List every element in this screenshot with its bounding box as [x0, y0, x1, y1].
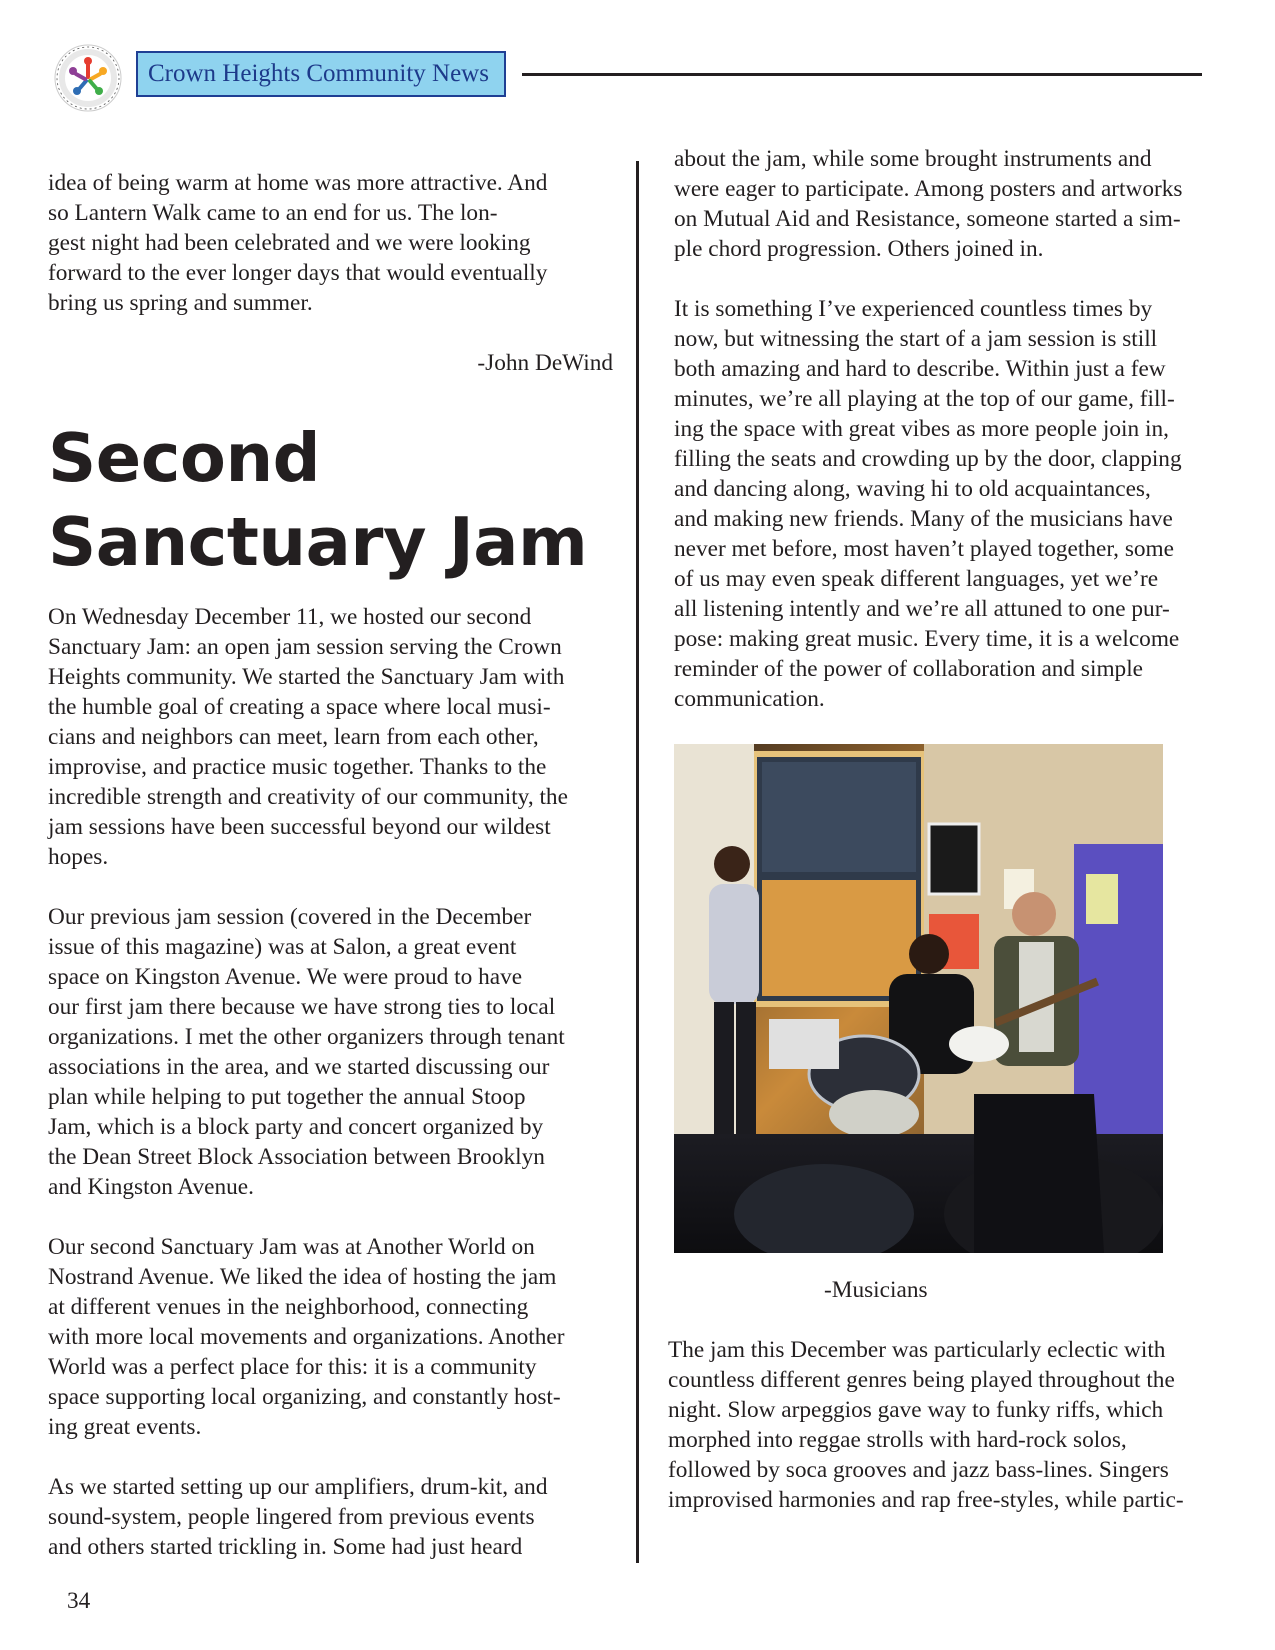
- article-paragraph: On Wednesday December 11, we hosted our second Sanctuary Jam: an open jam session serving the Crown Heights community. We started the Sanctuary Jam with the humble goal of creating a space where local musi- cians and neighbors can meet, learn from each other, improvise, and practice music together. Thanks to the incredible strength and creativity of our community, the jam sessions have been successful beyond our wildest hopes.: [48, 604, 568, 870]
- byline: -John DeWind: [477, 350, 613, 376]
- article-paragraph: about the jam, while some brought instruments and were eager to participate. Among posters and artworks on Mutual Aid and Resistance, someone started a sim- ple chord progression. Others joined in.: [674, 146, 1183, 262]
- page-number: 34: [67, 1588, 91, 1614]
- article-headline: Second Sanctuary Jam: [48, 419, 588, 581]
- community-organization-logo-icon: [53, 43, 123, 113]
- article-paragraph: It is something I’ve experienced countless times by now, but witnessing the start of a jam session is still both amazing and hard to describe. Within just a few minutes, we’re all playing at the top of our game, fill- ing the space with great vibes as more people join in, filling the seats and crowding up by the door, clapping and dancing along, waving hi to old acquaintances, and making new friends. Many of the musicians have never met before, most haven’t played together, some of us may even speak different languages, yet we’re all listening intently and we’re all attuned to one pur- pose: making great music. Every time, it is a welcome reminder of the power of collaboration and simple communication.: [674, 296, 1182, 712]
- publication-title: Crown Heights Community News: [136, 51, 506, 97]
- right-column: [668, 144, 1234, 1515]
- column-divider: [636, 161, 639, 1563]
- article-paragraph: Our previous jam session (covered in the December issue of this magazine) was at Salon, a great event space on Kingston Avenue. We were proud to have our first jam there because we have strong ties to local organizations. I met the other organizers through tenant associations in the area, and we started discussing our plan while helping to put together the annual Stoop Jam, which is a block party and concert organized by the Dean Street Block Association between Brooklyn and Kingston Avenue.: [48, 904, 565, 1200]
- intro-paragraph: idea of being warm at home was more attractive. And so Lantern Walk came to an end for us. The lon- gest night had been celebrated and we were looking forward to the ever longer days that would eventually bring us spring and summer.: [48, 170, 548, 316]
- photo-caption: -Musicians: [824, 1277, 928, 1303]
- closing-paragraph: The jam this December was particularly eclectic with countless different genres being played throughout the night. Slow arpeggios gave way to funky riffs, which morphed into reggae strolls with hard-rock solos, followed by soca grooves and jazz bass-lines. Singers improvised harmonies and rap free-styles, while partic-: [668, 1337, 1184, 1513]
- musicians-jam-session-photo: [674, 744, 1163, 1253]
- article-paragraph: As we started setting up our amplifiers, drum-kit, and sound-system, people lingered from previous events and others started trickling in. Some had just heard: [48, 1474, 548, 1560]
- article-paragraph: Our second Sanctuary Jam was at Another World on Nostrand Avenue. We liked the idea of hosting the jam at different venues in the neighborhood, connecting with more local movements and organizations. Another World was a perfect place for this: it is a community space supporting local organizing, and constantly host- ing great events.: [48, 1234, 565, 1440]
- left-column: [48, 168, 618, 1562]
- masthead-rule: [522, 73, 1202, 76]
